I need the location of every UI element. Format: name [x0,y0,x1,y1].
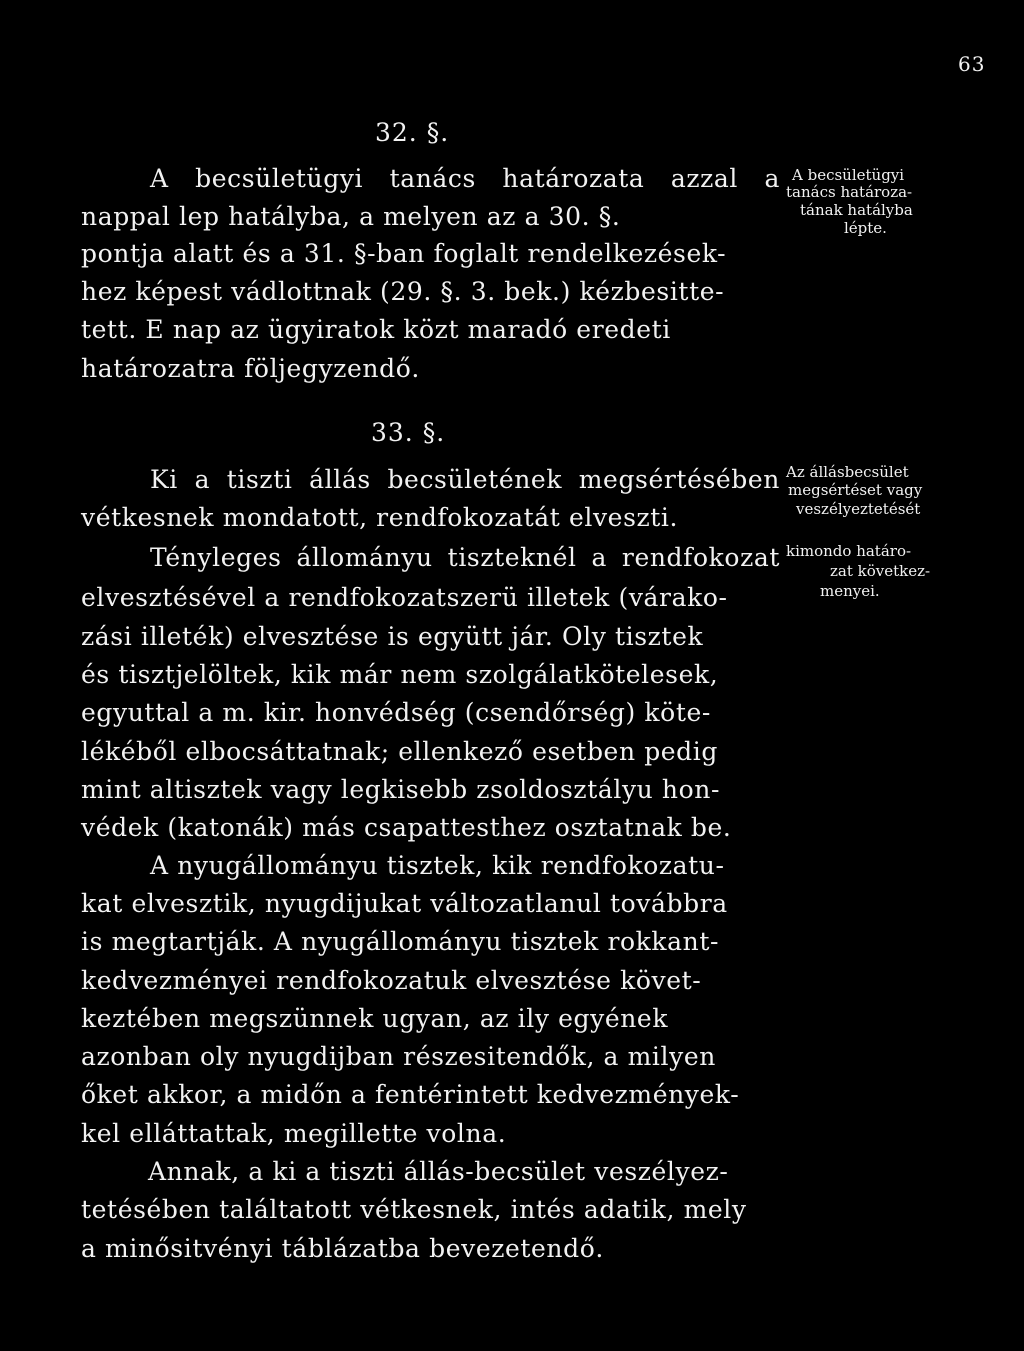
margin-note-line: tának hatályba [800,201,913,219]
text-line: és tisztjelöltek, kik már nem szolgálatkötelesek, [81,660,719,689]
text-line: mint altisztek vagy legkisebb zsoldosztályu hon- [81,775,721,804]
text-line: zási illeték) elvesztése is együtt jár. Oly tisztek [81,622,704,651]
text-line: kel elláttattak, megillette volna. [81,1119,507,1148]
text-line: a minősitvényi táblázatba bevezetendő. [81,1234,604,1263]
text-line: hez képest vádlottnak (29. §. 3. bek.) kézbesitte- [81,277,725,306]
text-line: Tényleges állományu tiszteknél a rendfokozat [150,543,780,572]
section-heading-33: 33. §. [371,418,446,447]
text-line: lékéből elbocsáttatnak; ellenkező esetben pedig [81,737,718,766]
text-line: tett. E nap az ügyiratok közt maradó eredeti [81,315,671,344]
margin-note-line: kimondo határo- [786,542,912,560]
margin-note-line: tanács határoza- [786,183,913,201]
text-line: kedvezményei rendfokozatuk elvesztése követ- [81,966,702,995]
text-line: Ki a tiszti állás becsületének megsértésében [150,465,780,494]
text-line: vétkesnek mondatott, rendfokozatát elveszti. [81,503,679,532]
text-line: A becsületügyi tanács határozata azzal a [150,164,780,193]
text-line: őket akkor, a midőn a fentérintett kedvezmények- [81,1080,740,1109]
text-line: azonban oly nyugdijban részesitendők, a milyen [81,1042,716,1071]
text-line: keztében megszünnek ugyan, az ily egyének [81,1004,669,1033]
margin-note-line: A becsületügyi [792,166,905,184]
text-line: A nyugállományu tisztek, kik rendfokozatu- [150,851,725,880]
text-line: tetésében találtatott vétkesnek, intés adatik, mely [81,1195,747,1224]
margin-note-line: zat következ- [830,562,931,580]
text-line: egyuttal a m. kir. honvédség (csendőrség) köte- [81,698,711,727]
page-number: 63 [958,52,986,76]
margin-note-line: Az állásbecsület [786,463,909,481]
text-line: Annak, a ki a tiszti állás-becsület veszélyez- [148,1157,729,1186]
text-line: nappal lep hatályba, a melyen az a 30. §. [81,202,621,231]
margin-note-line: megsértéset vagy [788,481,923,499]
text-line: védek (katonák) más csapattesthez osztatnak be. [81,813,732,842]
margin-note-line: menyei. [820,582,880,600]
section-heading-32: 32. §. [375,118,450,147]
text-line: is megtartják. A nyugállományu tisztek rokkant- [81,927,720,956]
text-line: pontja alatt és a 31. §-ban foglalt rendelkezések- [81,239,727,268]
text-line: elvesztésével a rendfokozatszerü illetek (várako- [81,583,728,612]
text-line: határozatra följegyzendő. [81,354,420,383]
text-line: kat elvesztik, nyugdijukat változatlanul továbbra [81,889,728,918]
margin-note-line: lépte. [844,219,887,237]
margin-note-line: veszélyeztetését [796,500,921,518]
